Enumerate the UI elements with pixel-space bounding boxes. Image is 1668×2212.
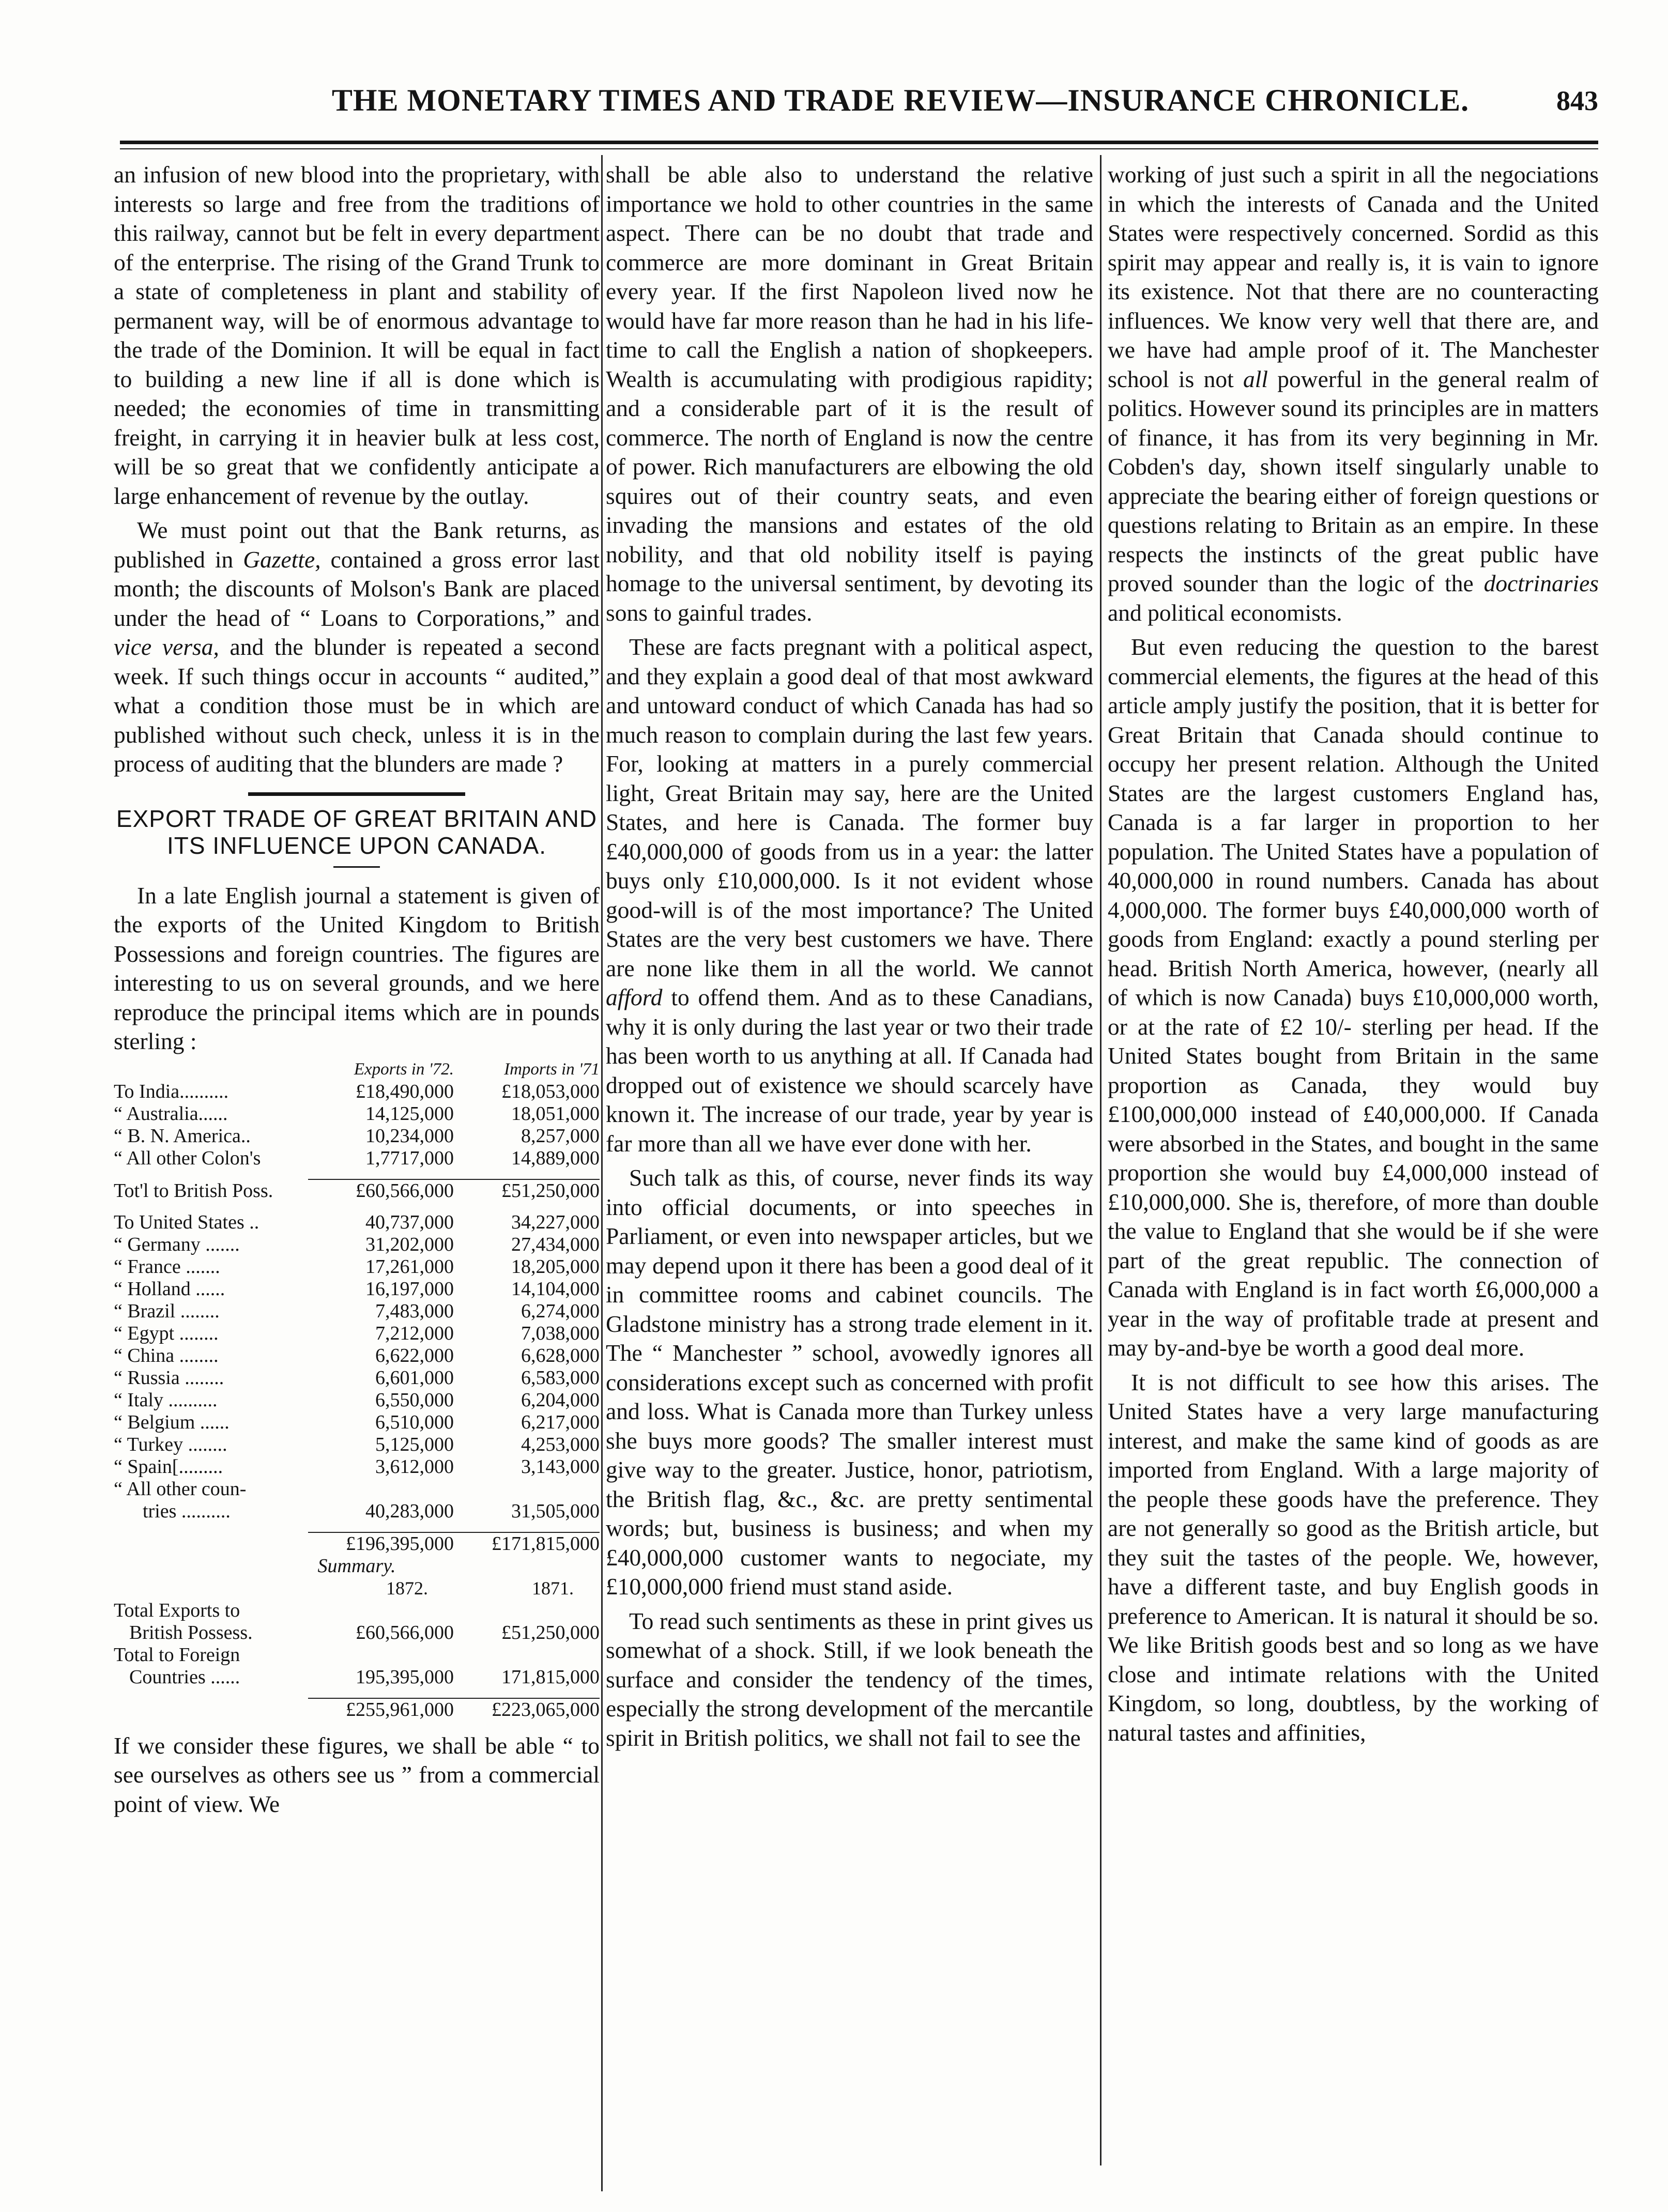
table-row: “ France ....... 17,261,000 18,205,000 — [114, 1255, 600, 1278]
header-rule — [120, 141, 1598, 144]
table-row: “ Spain[......... 3,612,000 3,143,000 — [114, 1455, 600, 1478]
table-row: “ All other coun- — [114, 1478, 247, 1500]
table-row: “ Italy .......... 6,550,000 6,204,000 — [114, 1389, 600, 1411]
table-row: To India.......... £18,490,000 £18,053,000 — [114, 1080, 600, 1102]
paragraph-sentiments: To read such sentiments as these in print gives us somewhat of a shock. Still, if we look beneath the surface and consider the tendency of the times, especially the strong development of the mercantile spirit in British politics, we shall not fail to see the — [606, 1607, 1093, 1751]
table-row: To United States .. 40,737,000 34,227,000 — [114, 1211, 600, 1233]
table-row: “ Brazil ........ 7,483,000 6,274,000 — [114, 1300, 600, 1322]
doctrinaries-italic: doctrinaries — [1483, 570, 1599, 596]
summary-year-1872: 1872. — [386, 1577, 428, 1599]
paragraph-grand-trunk: an infusion of new blood into the proprietary, with interests so large and free from the traditions of this railway, cannot but be felt in every department of the enterprise. The rising of the Grand Trunk to a state of completeness in plant and stability of permanent way, will be of enormous advantage to the trade of the Dominion. It will be equal in fact to building a new line if all is done which is needed; the economies of time in transmitting freight, in carrying it in heavier bulk at less cost, will be so great that we confidently anticipate a large enhancement of revenue by the outlay. — [114, 161, 600, 509]
summary-row: Total Exports to — [114, 1599, 240, 1621]
table-row: “ B. N. America.. 10,234,000 8,257,000 — [114, 1125, 600, 1147]
summary-row: British Possess. £60,566,000 £51,250,000 — [129, 1621, 600, 1643]
trade-table — [114, 1058, 600, 1721]
article-title: EXPORT TRADE OF GREAT BRITAIN AND ITS INFLUENCE UPON CANADA. — [116, 805, 598, 859]
paragraph-political-aspect: These are facts pregnant with a political aspect, and they explain a good deal of that most awkward and untoward conduct of which Canada has had so much reason to complain during the last few years. For, looking at matters in a purely commercial light, Great Britain may say, here are the United States, and here is Canada. The former buy £40,000,000 of goods from us in a year: the latter buys only £10,000,000. Is it not evident whose good-will is of the most importance? The United States are the very best customers we have. There are none like them in all the world. We cannot afford to offend them. And as to these Canadians, why it is only during the last year or two their trade has been worth to us anything at all. If Canada had dropped out of existence we should scarcely have known it. The increase of our trade, year by year is far more than all we have ever done with her. — [606, 634, 1093, 1157]
paragraph-bank-returns: We must point out that the Bank returns, as published in Gazette, contained a gross error last month; the discounts of Molson's Bank are placed under the head of “ Loans to Corporations,” and vice versa, and the blunder is repeated a second week. If such things occur in accounts “ audited,” what a condition those must be in which are published without such check, unless it is in the process of auditing that the blunders are made ? — [114, 517, 600, 777]
table-row: “ Australia...... 14,125,000 18,051,000 — [114, 1102, 600, 1125]
page-header — [120, 83, 1598, 124]
table-row: “ Germany ....... 31,202,000 27,434,000 — [114, 1233, 600, 1255]
afford-italic: afford — [606, 984, 663, 1010]
page-number: 843 — [1556, 85, 1598, 116]
table-total-row: £196,395,000 £171,815,000 — [114, 1532, 600, 1555]
column-left — [114, 160, 600, 1819]
table-row: “ Holland ...... 16,197,000 14,104,000 — [114, 1278, 600, 1300]
header-rule-thin — [120, 148, 1598, 149]
table-row: tries .......... 40,283,000 31,505,000 — [143, 1500, 600, 1522]
column-middle — [606, 160, 1093, 1753]
title-rule — [333, 866, 380, 868]
table-row: “ China ........ 6,622,000 6,628,000 — [114, 1344, 600, 1366]
summary-row: Total to Foreign — [114, 1643, 240, 1666]
table-row: “ Egypt ........ 7,212,000 7,038,000 — [114, 1322, 600, 1344]
section-rule — [248, 792, 465, 796]
all-italic: all — [1243, 365, 1268, 392]
paragraph-how-this-arises: It is not difficult to see how this arises. The United States have a very large manufacturing interest, and make the same kind of goods as are imported from England. With a large majority of the people these goods have the preference. They are not generally so good as the British article, but they suit the tastes of the people. We, however, have a different taste, and buy English goods in preference to American. It is natural it should be so. We like British goods best and so long as we have close and intimate relations with the United Kingdom, so long, doubtless, by the working of natural tastes and affinities, — [1108, 1369, 1599, 1746]
vice-versa-italic: vice versa, — [114, 634, 219, 660]
paragraph-manchester-school: working of just such a spirit in all the negociations in which the interests of Canada and the United States were respectively concerned. Sordid as this spirit may appear and really is, it is vain to ignore its existence. Not that there are no counteracting influences. We know very well that there are, and we have had ample proof of it. The Manchester school is not all powerful in the general realm of politics. However sound its principles are in matters of finance, it has from its very beginning in Mr. Cobden's day, shown itself singularly unable to appreciate the bearing either of foreign questions or questions relating to Britain as an empire. In these respects the instincts of the great public have proved sounder than the logic of the doctrinaries and political economists. — [1108, 161, 1599, 626]
summary-year-1871: 1871. — [532, 1577, 574, 1599]
table-total-row: Tot'l to British Poss. £60,566,000 £51,250,000 — [114, 1179, 600, 1202]
column-right — [1108, 160, 1599, 1747]
summary-row: Countries ...... 195,395,000 171,815,000 — [129, 1666, 600, 1688]
column-divider-left — [601, 155, 603, 2191]
paragraph-such-talk: Such talk as this, of course, never finds its way into official documents, or into speeches in Parliament, or even into newspaper articles, but we may depend upon it there has been a good deal of it in committee rooms and cabinet councils. The Gladstone ministry has a strong trade element in it. The “ Manchester ” school, avowedly ignores all considerations except such as concerned with profit and loss. What is Canada more than Turkey unless she buys more goods? The smaller interest must give way to the greater. Justice, honor, patriotism, the British flag, &c., &c. are pretty sentimental words; but, business is business; and when my £40,000,000 customer wants to negociate, my £10,000,000 friend must stand aside. — [606, 1164, 1093, 1600]
column-divider-right — [1100, 155, 1101, 2165]
paragraph-closing: If we consider these figures, we shall be able “ to see ourselves as others see us ” from a commercial point of view. We — [114, 1732, 600, 1817]
paragraph-intro: In a late English journal a statement is given of the exports of the United Kingdom to British Possessions and foreign countries. The figures are interesting to us on several grounds, and we here reproduce the principal items which are in pounds sterling : — [114, 882, 600, 1054]
header-exports: Exports in '72. — [354, 1059, 454, 1079]
table-row: “ All other Colon's 1,7717,000 14,889,000 — [114, 1147, 600, 1169]
table-row: “ Russia ........ 6,601,000 6,583,000 — [114, 1366, 600, 1389]
paragraph-relative-importance: shall be able also to understand the relative importance we hold to other countries in the same aspect. There can be no doubt that trade and commerce are more dominant in Great Britain every year. If the first Napoleon lived now he would have far more reason than he had in his life-time to call the English a nation of shopkeepers. Wealth is accumulating with prodigious rapidity; and a considerable part of it is the result of commerce. The north of England is now the centre of power. Rich manufacturers are elbowing the old squires out of their country seats, and even invading the mansions and estates of the old nobility, and that old nobility itself is paying homage to the universal sentiment, by devoting its sons to gainful trades. — [606, 161, 1093, 626]
grand-total-row: £255,961,000 £223,065,000 — [114, 1698, 600, 1721]
paragraph-commercial-elements: But even reducing the question to the barest commercial elements, the figures at the head of this article amply justify the position, that it is better for Great Britain that Canada should continue to occupy her present relation. Although the United States are the largest customers England has, Canada is a far larger in proportion to her population. The United States have a population of 40,000,000 in round numbers. Canada has about 4,000,000. The former buys £40,000,000 worth of goods from England: exactly a pound sterling per head. British North America, however, (nearly all of which is now Canada) buys £10,000,000 worth, or at the rate of £2 10/- sterling per head. If the United States bought from Britain in the same proportion as Canada, they would buy £100,000,000 instead of £40,000,000. If Canada were absorbed in the States, and bought in the same proportion she would buy £4,000,000 instead of £10,000,000. She is, therefore, of more than double the value to England that she would be if she were part of the great republic. The connection of Canada with England is in fact worth £6,000,000 a year in the way of profitable trade at present and may by-and-bye be worth a good deal more. — [1108, 634, 1599, 1361]
summary-title: Summary. — [317, 1555, 396, 1577]
header-imports: Imports in '71 — [504, 1059, 600, 1079]
gazette-italic: Gazette, — [243, 546, 321, 573]
running-head: THE MONETARY TIMES AND TRADE REVIEW—INSURANCE CHRONICLE. — [331, 83, 1470, 117]
table-row: “ Turkey ........ 5,125,000 4,253,000 — [114, 1433, 600, 1455]
table-row: “ Belgium ...... 6,510,000 6,217,000 — [114, 1411, 600, 1433]
